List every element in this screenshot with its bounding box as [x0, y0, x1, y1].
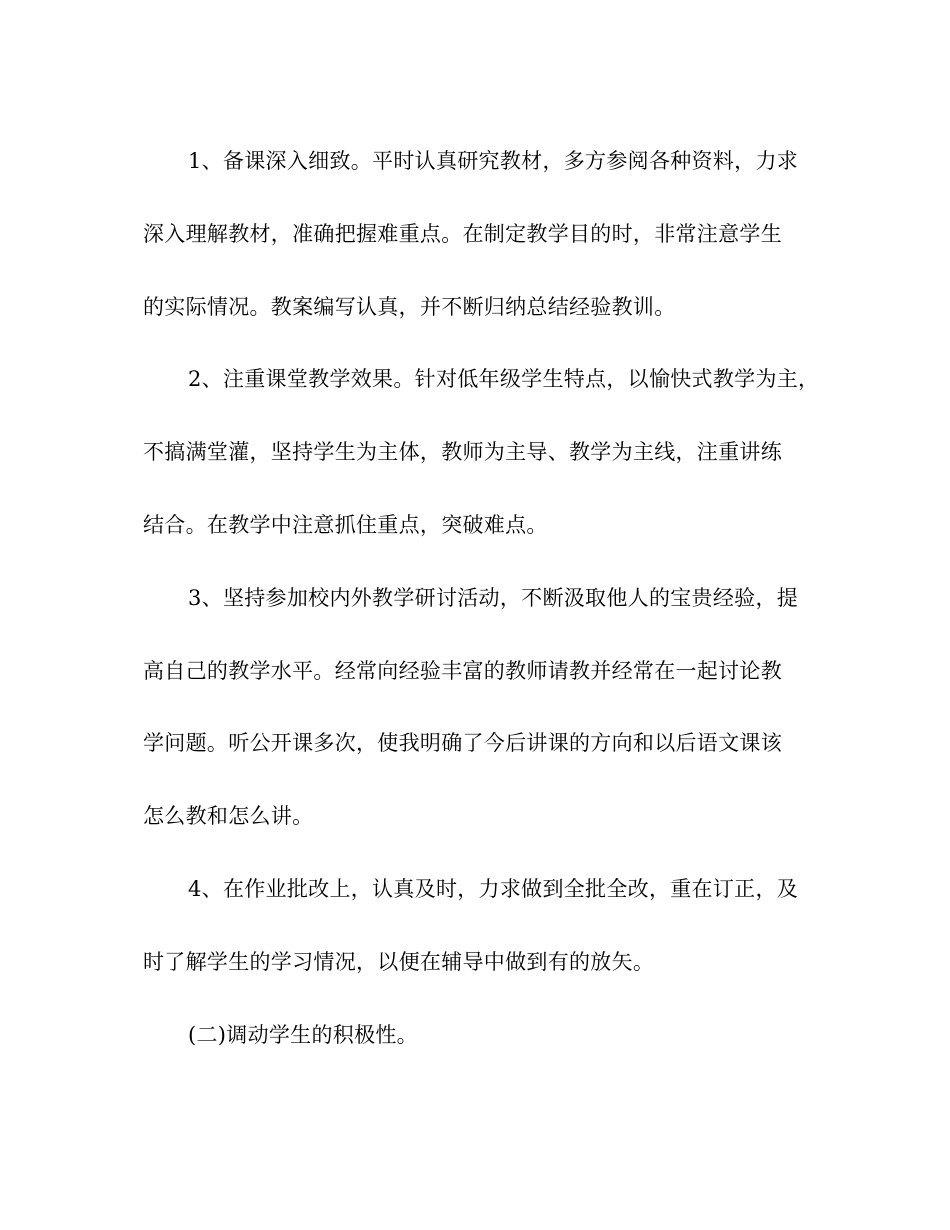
section-heading: [143, 999, 843, 1072]
paragraph-line: 结合。在教学中注意抓住重点，突破难点。: [143, 512, 548, 537]
paragraph-line: 时了解学生的学习情况，以便在辅导中做到有的放矢。: [143, 949, 655, 974]
paragraph-line: 深入理解教材，准确把握难重点。在制定教学目的时，非常注意学生: [143, 221, 782, 246]
paragraph-line: 2、注重课堂教学效果。针对低年级学生特点，以愉快式教学为主，: [188, 367, 820, 392]
paragraph-line: 的实际情况。教案编写认真，并不断归纳总结经验教训。: [143, 294, 676, 319]
paragraph-line: 怎么教和怎么讲。: [143, 804, 314, 829]
paragraph-4: [143, 853, 843, 999]
paragraph-line: 4、在作业批改上，认真及时，力求做到全批全改，重在订正，及: [188, 876, 799, 901]
document-body: [143, 125, 843, 1071]
paragraph-2: [143, 343, 843, 561]
paragraph-3: [143, 562, 843, 853]
paragraph-line: 学问题。听公开课多次，使我明确了今后讲课的方向和以后语文课该: [143, 731, 782, 756]
paragraph-line: 1、备课深入细致。平时认真研究教材，多方参阅各种资料，力求: [188, 149, 799, 173]
paragraph-line: 不搞满堂灌，坚持学生为主体，教师为主导、教学为主线，注重讲练: [143, 440, 782, 465]
section-heading-text: (二)调动学生的积极性。: [188, 1022, 418, 1047]
paragraph-1: [143, 125, 843, 343]
paragraph-line: 3、坚持参加校内外教学研讨活动，不断汲取他人的宝贵经验，提: [188, 585, 799, 610]
paragraph-line: 高自己的教学水平。经常向经验丰富的教师请教并经常在一起讨论教: [143, 658, 782, 683]
